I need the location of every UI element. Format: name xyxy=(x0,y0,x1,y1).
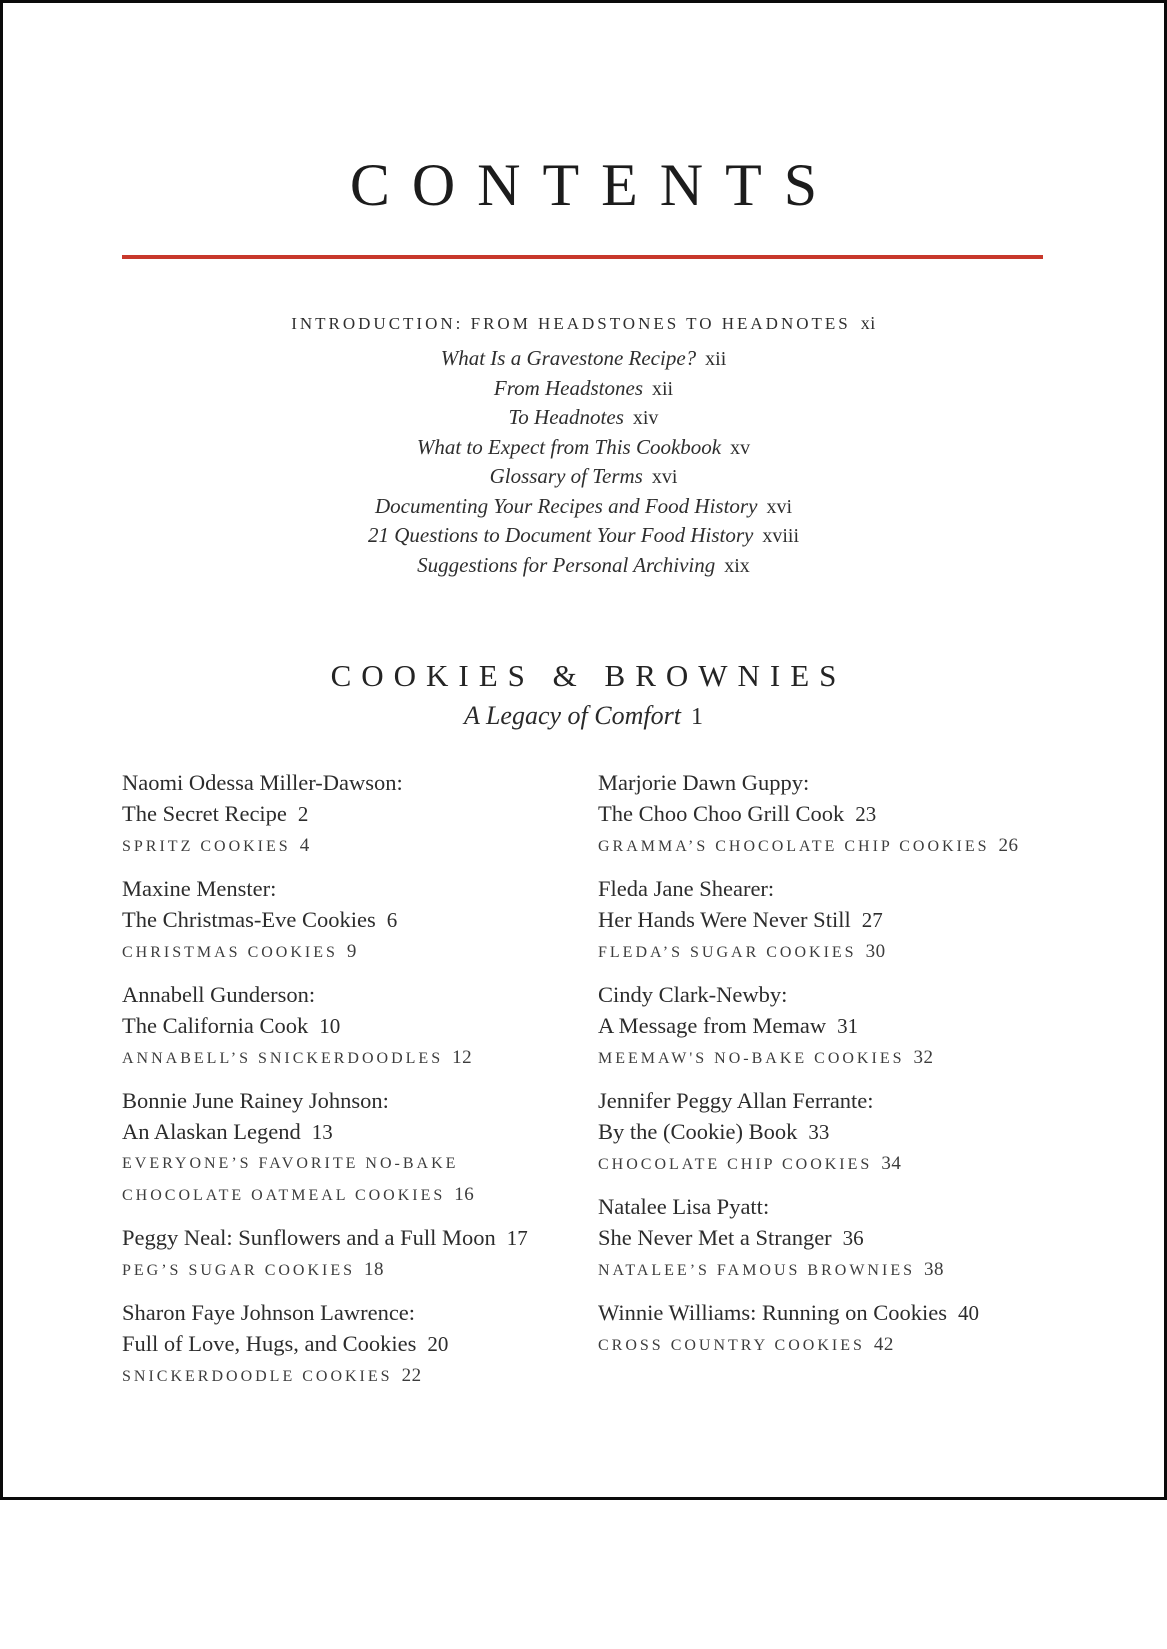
section-title: COOKIES & BROWNIES xyxy=(330,658,847,694)
intro-item-text: From Headstones xyxy=(493,375,643,400)
entry-title-line xyxy=(122,1328,598,1360)
page-number: 4 xyxy=(299,835,310,857)
entry-title-line xyxy=(598,979,1104,1010)
entry-title-line xyxy=(598,1222,1104,1254)
entry-text: SNICKERDOODLE COOKIES xyxy=(122,1368,393,1386)
recipe-line xyxy=(122,1042,598,1074)
page-number: 20 xyxy=(427,1332,449,1357)
entry-title-line xyxy=(598,904,1104,936)
entry-text: By the (Cookie) Book xyxy=(598,1119,798,1145)
toc-entry xyxy=(122,1297,598,1392)
entry-text: Peggy Neal: Sunflowers and a Full Moon xyxy=(122,1225,496,1251)
entry-text: ANNABELL’S SNICKERDOODLES xyxy=(122,1050,444,1068)
recipe-line xyxy=(122,1254,598,1286)
toc-entry xyxy=(122,767,598,862)
intro-item-text: 21 Questions to Document Your Food History xyxy=(367,523,754,548)
entry-text: GRAMMA’S CHOCOLATE CHIP COOKIES xyxy=(598,838,990,856)
page-number: 12 xyxy=(452,1047,473,1069)
entry-text: Natalee Lisa Pyatt: xyxy=(598,1194,770,1220)
recipe-line xyxy=(598,1042,1104,1074)
page-number: 26 xyxy=(998,835,1019,857)
toc-entry xyxy=(122,1222,598,1286)
entry-title-line xyxy=(598,1191,1104,1222)
introduction-heading xyxy=(3,311,1164,336)
intro-item-text: What Is a Gravestone Recipe? xyxy=(440,346,697,371)
intro-item xyxy=(3,521,1164,551)
page-number: xvi xyxy=(766,495,792,518)
entry-title-line xyxy=(598,1297,1104,1329)
page-number: 22 xyxy=(401,1365,422,1387)
recipe-line xyxy=(122,1360,598,1392)
entry-text: EVERYONE’S FAVORITE NO-BAKE xyxy=(122,1155,459,1173)
recipe-line xyxy=(122,1179,598,1211)
entry-text: The Christmas-Eve Cookies xyxy=(122,907,376,933)
entry-text: The Choo Choo Grill Cook xyxy=(598,801,845,827)
page-number: 9 xyxy=(346,941,357,963)
entry-text: Fleda Jane Shearer: xyxy=(598,876,775,902)
page-number: xix xyxy=(724,554,750,577)
recipe-line xyxy=(598,936,1104,968)
intro-item-text: Suggestions for Personal Archiving xyxy=(417,552,716,577)
entry-title-line xyxy=(122,1116,598,1148)
recipe-line xyxy=(598,1329,1104,1361)
page-number: 1 xyxy=(690,704,703,731)
entry-text: She Never Met a Stranger xyxy=(598,1225,832,1251)
page-number: 30 xyxy=(865,941,886,963)
entries-column-left xyxy=(122,767,598,1403)
page-number: xviii xyxy=(762,525,800,548)
entry-text: The California Cook xyxy=(122,1013,309,1039)
page-number: 13 xyxy=(311,1120,333,1145)
recipe-line xyxy=(122,1148,598,1179)
page-number: 16 xyxy=(454,1184,475,1206)
entry-text: An Alaskan Legend xyxy=(122,1119,301,1145)
entry-title-line xyxy=(122,1085,598,1116)
section-subtitle-text: A Legacy of Comfort xyxy=(464,701,681,731)
toc-entry xyxy=(598,979,1104,1074)
entries-column-right xyxy=(598,767,1104,1372)
entry-text: Her Hands Were Never Still xyxy=(598,907,851,933)
intro-item-text: To Headnotes xyxy=(508,405,624,430)
entry-title-line xyxy=(122,1222,598,1254)
entry-title-line xyxy=(598,767,1104,798)
page-number: 18 xyxy=(364,1259,385,1281)
intro-item xyxy=(3,433,1164,463)
toc-page xyxy=(3,152,1164,1649)
entry-text: SPRITZ COOKIES xyxy=(122,838,291,856)
entry-title-line xyxy=(122,1297,598,1328)
page-number: 38 xyxy=(923,1259,944,1281)
page-number: 2 xyxy=(297,802,309,827)
introduction-block xyxy=(3,311,1164,580)
recipe-line xyxy=(598,1254,1104,1286)
page-number: 32 xyxy=(913,1047,934,1069)
intro-item-text: Documenting Your Recipes and Food History xyxy=(374,493,758,518)
page-number: xi xyxy=(860,313,876,334)
introduction-heading-text: INTRODUCTION: FROM HEADSTONES TO HEADNOTES xyxy=(291,314,851,334)
page-number: xvi xyxy=(651,466,678,489)
toc-entry xyxy=(598,1297,1104,1361)
entry-text: Marjorie Dawn Guppy: xyxy=(598,770,810,796)
recipe-line xyxy=(598,1148,1104,1180)
entry-text: CHRISTMAS COOKIES xyxy=(122,944,338,962)
page-number: 10 xyxy=(319,1014,341,1039)
page-title: CONTENTS xyxy=(349,152,840,218)
entry-title-line xyxy=(122,1010,598,1042)
entry-text: Sharon Faye Johnson Lawrence: xyxy=(122,1300,416,1326)
page-number: 27 xyxy=(861,908,883,933)
page-number: 33 xyxy=(808,1120,830,1145)
toc-entry xyxy=(122,979,598,1074)
entry-text: PEG’S SUGAR COOKIES xyxy=(122,1262,356,1280)
intro-item xyxy=(3,492,1164,522)
recipe-line xyxy=(122,830,598,862)
introduction-items xyxy=(3,344,1164,580)
entry-title-line xyxy=(122,873,598,904)
section-subtitle xyxy=(3,699,1164,734)
entry-text: Annabell Gunderson: xyxy=(122,982,316,1008)
entry-text: NATALEE’S FAMOUS BROWNIES xyxy=(598,1262,915,1280)
entry-title-line xyxy=(122,979,598,1010)
toc-entry xyxy=(122,873,598,968)
entry-text: MEEMAW'S NO-BAKE COOKIES xyxy=(598,1050,905,1068)
intro-item xyxy=(3,551,1164,581)
page-number: xii xyxy=(705,348,727,371)
intro-item-text: What to Expect from This Cookbook xyxy=(416,434,722,459)
page-number: 17 xyxy=(506,1226,528,1251)
entry-text: Bonnie June Rainey Johnson: xyxy=(122,1088,389,1114)
page-number: 6 xyxy=(386,908,398,933)
entry-title-line xyxy=(598,798,1104,830)
page-number: 36 xyxy=(842,1226,864,1251)
intro-item-text: Glossary of Terms xyxy=(489,464,643,489)
entry-text: A Message from Memaw xyxy=(598,1013,827,1039)
intro-item xyxy=(3,344,1164,374)
entry-text: Winnie Williams: Running on Cookies xyxy=(598,1300,948,1326)
entry-text: The Secret Recipe xyxy=(122,801,287,827)
page-number: xii xyxy=(652,377,674,400)
entry-title-line xyxy=(122,904,598,936)
toc-entry xyxy=(598,873,1104,968)
intro-item xyxy=(3,462,1164,492)
intro-item xyxy=(3,374,1164,404)
toc-entry xyxy=(122,1085,598,1211)
page-number: xiv xyxy=(632,407,659,430)
entry-title-line xyxy=(598,1085,1104,1116)
section-heading xyxy=(3,658,1164,734)
entry-text: CROSS COUNTRY COOKIES xyxy=(598,1337,865,1355)
entries-columns xyxy=(122,767,1104,1403)
recipe-line xyxy=(598,830,1104,862)
entry-text: Maxine Menster: xyxy=(122,876,277,902)
page-number: 42 xyxy=(873,1334,894,1356)
entry-title-line xyxy=(598,1010,1104,1042)
entry-text: Full of Love, Hugs, and Cookies xyxy=(122,1331,417,1357)
page-number: 34 xyxy=(881,1153,902,1175)
page-number: xv xyxy=(730,436,751,459)
entry-title-line xyxy=(598,1116,1104,1148)
entry-text: Naomi Odessa Miller-Dawson: xyxy=(122,770,403,796)
page-number: 23 xyxy=(855,802,877,827)
entry-text: Cindy Clark-Newby: xyxy=(598,982,788,1008)
page-number: 31 xyxy=(837,1014,859,1039)
entry-text: CHOCOLATE CHIP COOKIES xyxy=(598,1156,873,1174)
entry-title-line xyxy=(122,798,598,830)
red-divider-rule xyxy=(122,255,1043,259)
intro-item xyxy=(3,403,1164,433)
toc-entry xyxy=(598,767,1104,862)
toc-entry xyxy=(598,1191,1104,1286)
recipe-line xyxy=(122,936,598,968)
page-number: 40 xyxy=(958,1301,980,1326)
toc-entry xyxy=(598,1085,1104,1180)
entry-text: Jennifer Peggy Allan Ferrante: xyxy=(598,1088,874,1114)
entry-title-line xyxy=(122,767,598,798)
entry-text: CHOCOLATE OATMEAL COOKIES xyxy=(122,1187,446,1205)
entry-title-line xyxy=(598,873,1104,904)
entry-text: FLEDA’S SUGAR COOKIES xyxy=(598,944,857,962)
